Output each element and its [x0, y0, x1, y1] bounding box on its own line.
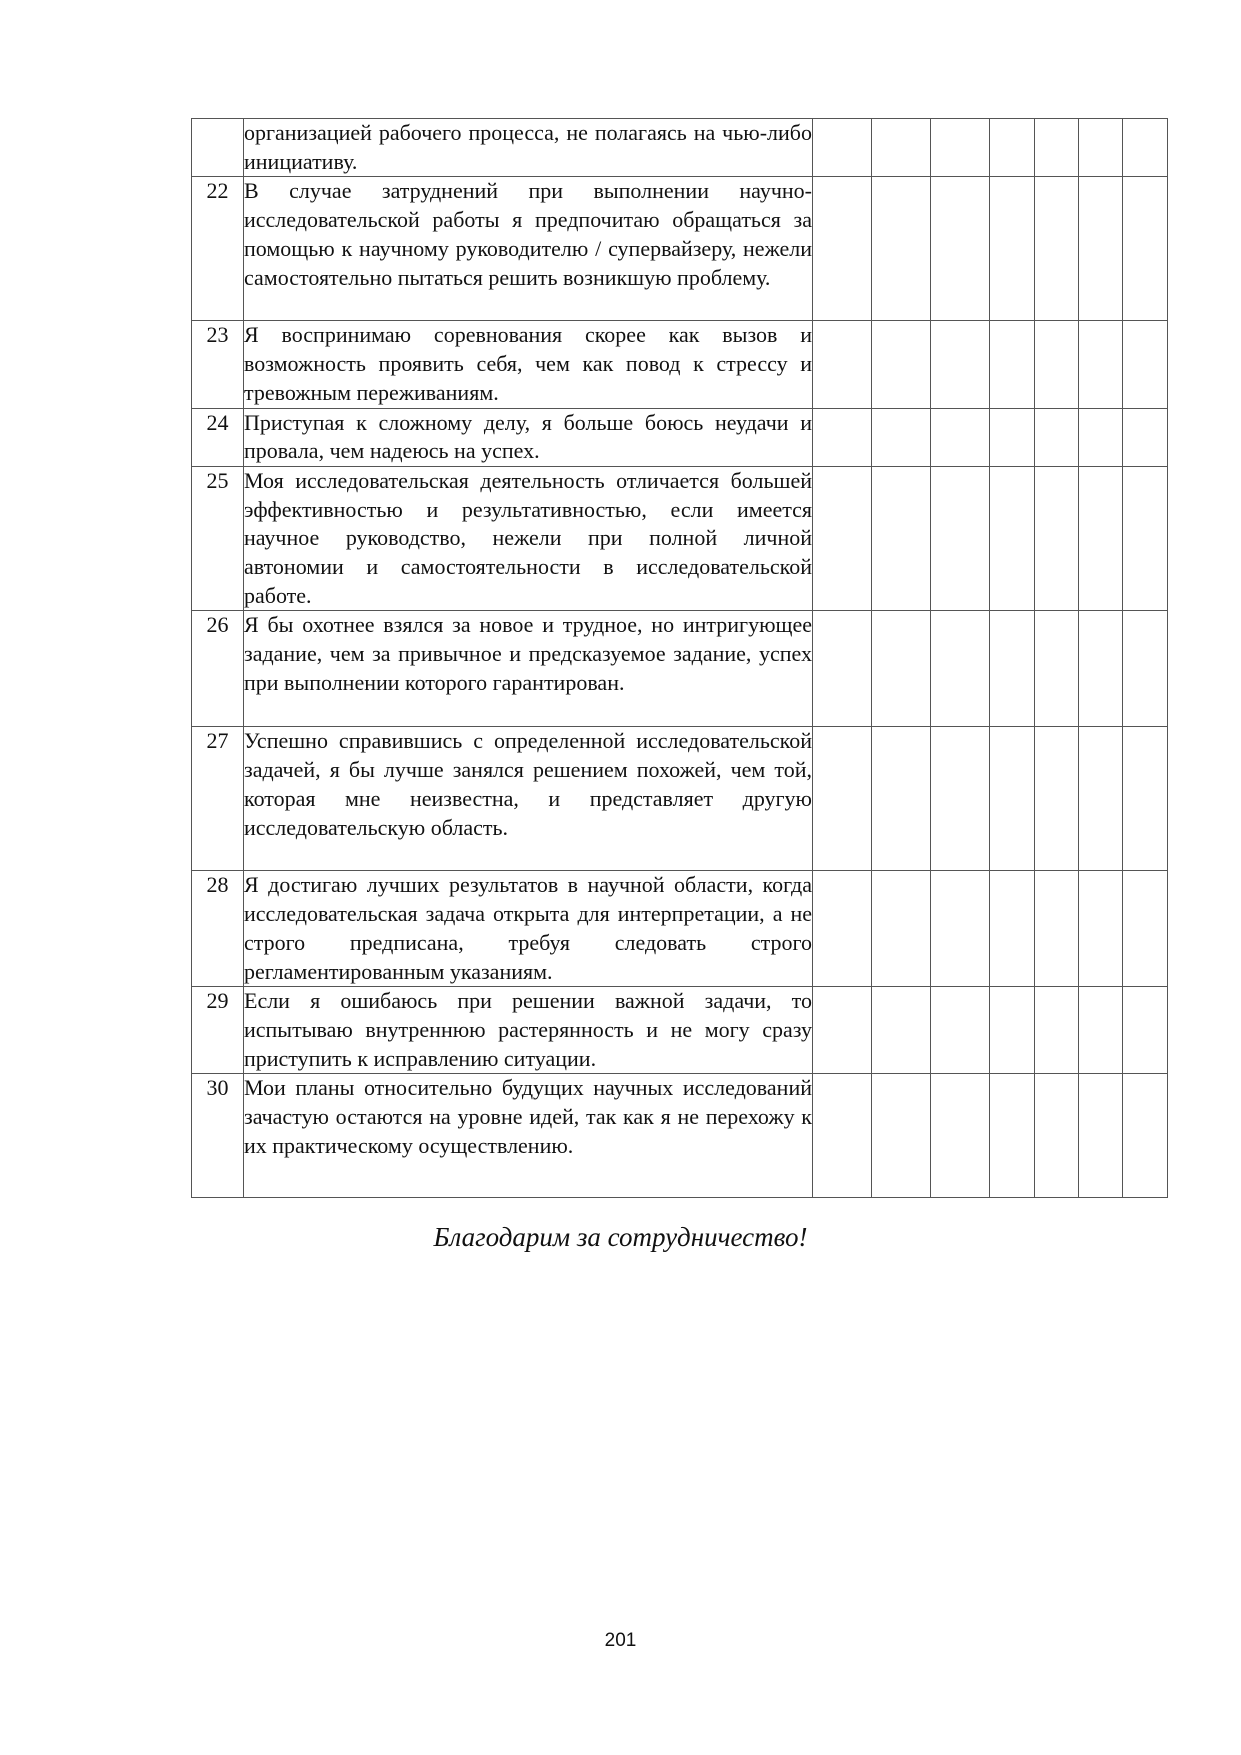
answer-cell[interactable]	[813, 727, 872, 871]
answer-cell[interactable]	[813, 871, 872, 987]
answer-cell[interactable]	[990, 466, 1035, 611]
answer-cell[interactable]	[1123, 871, 1168, 987]
table-row	[192, 1074, 1168, 1198]
answer-cell[interactable]	[1035, 987, 1079, 1074]
answer-cell[interactable]	[872, 177, 931, 321]
item-statement: Успешно справившись с определенной исследовательской задачей, я бы лучше занялся решением похожей, чем той, которая мне неизвестна, и представляет другую исследовательскую область.	[244, 727, 813, 871]
page-number: 201	[604, 1630, 637, 1651]
answer-cell[interactable]	[872, 119, 931, 177]
item-number: 29	[192, 987, 244, 1074]
answer-cell[interactable]	[931, 408, 990, 466]
answer-cell[interactable]	[1035, 466, 1079, 611]
answer-cell[interactable]	[1079, 408, 1123, 466]
answer-cell[interactable]	[1123, 321, 1168, 408]
answer-cell[interactable]	[1123, 408, 1168, 466]
item-number: 25	[192, 466, 244, 611]
answer-cell[interactable]	[931, 871, 990, 987]
closing-thanks: Благодарим за сотрудничество!	[433, 1222, 808, 1252]
answer-cell[interactable]	[1079, 466, 1123, 611]
answer-cell[interactable]	[1079, 119, 1123, 177]
item-number	[192, 119, 244, 177]
answer-cell[interactable]	[1123, 466, 1168, 611]
item-statement: Я достигаю лучших результатов в научной области, когда исследовательская задача открыта для интерпретации, а не строго предписана, требуя следовать строго регламентированным указаниям.	[244, 871, 813, 987]
answer-cell[interactable]	[931, 177, 990, 321]
answer-cell[interactable]	[813, 321, 872, 408]
table-row	[192, 119, 1168, 177]
answer-cell[interactable]	[990, 177, 1035, 321]
answer-cell[interactable]	[813, 611, 872, 727]
table-row	[192, 408, 1168, 466]
table-row	[192, 466, 1168, 611]
answer-cell[interactable]	[1035, 727, 1079, 871]
answer-cell[interactable]	[1123, 119, 1168, 177]
answer-cell[interactable]	[990, 321, 1035, 408]
answer-cell[interactable]	[1079, 321, 1123, 408]
questionnaire-body	[192, 119, 1168, 1198]
item-statement: В случае затруднений при выполнении научно-исследовательской работы я предпочитаю обращаться за помощью к научному руководителю / супервайзеру, нежели самостоятельно пытаться решить возникшую проблему.	[244, 177, 813, 321]
answer-cell[interactable]	[1123, 177, 1168, 321]
answer-cell[interactable]	[872, 466, 931, 611]
answer-cell[interactable]	[931, 987, 990, 1074]
table-row	[192, 321, 1168, 408]
item-number: 28	[192, 871, 244, 987]
answer-cell[interactable]	[990, 408, 1035, 466]
answer-cell[interactable]	[990, 1074, 1035, 1198]
item-statement: организацией рабочего процесса, не полагаясь на чью-либо инициативу.	[244, 119, 813, 177]
item-number: 30	[192, 1074, 244, 1198]
questionnaire-table	[191, 118, 1168, 1198]
answer-cell[interactable]	[872, 987, 931, 1074]
answer-cell[interactable]	[1079, 611, 1123, 727]
table-row	[192, 727, 1168, 871]
item-statement: Я бы охотнее взялся за новое и трудное, но интригующее задание, чем за привычное и предсказуемое задание, успех при выполнении которого гарантирован.	[244, 611, 813, 727]
answer-cell[interactable]	[813, 987, 872, 1074]
item-number: 23	[192, 321, 244, 408]
item-number: 27	[192, 727, 244, 871]
answer-cell[interactable]	[1035, 177, 1079, 321]
answer-cell[interactable]	[931, 119, 990, 177]
answer-cell[interactable]	[872, 408, 931, 466]
item-statement: Моя исследовательская деятельность отличается большей эффективностью и результативностью, если имеется научное руководство, нежели при полной личной автономии и самостоятельности в исследовательской работе.	[244, 466, 813, 611]
answer-cell[interactable]	[1079, 871, 1123, 987]
item-number: 26	[192, 611, 244, 727]
table-row	[192, 987, 1168, 1074]
answer-cell[interactable]	[872, 1074, 931, 1198]
answer-cell[interactable]	[931, 727, 990, 871]
answer-cell[interactable]	[813, 1074, 872, 1198]
answer-cell[interactable]	[931, 1074, 990, 1198]
answer-cell[interactable]	[813, 177, 872, 321]
answer-cell[interactable]	[990, 987, 1035, 1074]
answer-cell[interactable]	[1123, 727, 1168, 871]
table-row	[192, 611, 1168, 727]
answer-cell[interactable]	[990, 727, 1035, 871]
answer-cell[interactable]	[1079, 727, 1123, 871]
answer-cell[interactable]	[1123, 987, 1168, 1074]
answer-cell[interactable]	[1079, 1074, 1123, 1198]
answer-cell[interactable]	[931, 466, 990, 611]
item-statement: Если я ошибаюсь при решении важной задачи, то испытываю внутреннюю растерянность и не могу сразу приступить к исправлению ситуации.	[244, 987, 813, 1074]
answer-cell[interactable]	[990, 871, 1035, 987]
item-number: 24	[192, 408, 244, 466]
answer-cell[interactable]	[1079, 177, 1123, 321]
answer-cell[interactable]	[872, 727, 931, 871]
answer-cell[interactable]	[931, 611, 990, 727]
answer-cell[interactable]	[990, 119, 1035, 177]
answer-cell[interactable]	[872, 321, 931, 408]
item-statement: Приступая к сложному делу, я больше боюсь неудачи и провала, чем надеюсь на успех.	[244, 408, 813, 466]
answer-cell[interactable]	[1035, 321, 1079, 408]
answer-cell[interactable]	[1035, 871, 1079, 987]
answer-cell[interactable]	[872, 871, 931, 987]
answer-cell[interactable]	[1123, 1074, 1168, 1198]
answer-cell[interactable]	[1035, 1074, 1079, 1198]
answer-cell[interactable]	[1035, 408, 1079, 466]
answer-cell[interactable]	[1123, 611, 1168, 727]
answer-cell[interactable]	[931, 321, 990, 408]
answer-cell[interactable]	[872, 611, 931, 727]
item-number: 22	[192, 177, 244, 321]
item-statement: Мои планы относительно будущих научных исследований зачастую остаются на уровне идей, так как я не перехожу к их практическому осуществлению.	[244, 1074, 813, 1198]
answer-cell[interactable]	[1079, 987, 1123, 1074]
answer-cell[interactable]	[813, 408, 872, 466]
item-statement: Я воспринимаю соревнования скорее как вызов и возможность проявить себя, чем как повод к стрессу и тревожным переживаниям.	[244, 321, 813, 408]
answer-cell[interactable]	[990, 611, 1035, 727]
answer-cell[interactable]	[813, 466, 872, 611]
table-row	[192, 871, 1168, 987]
answer-cell[interactable]	[1035, 611, 1079, 727]
table-row	[192, 177, 1168, 321]
answer-cell[interactable]	[1035, 119, 1079, 177]
answer-cell[interactable]	[813, 119, 872, 177]
